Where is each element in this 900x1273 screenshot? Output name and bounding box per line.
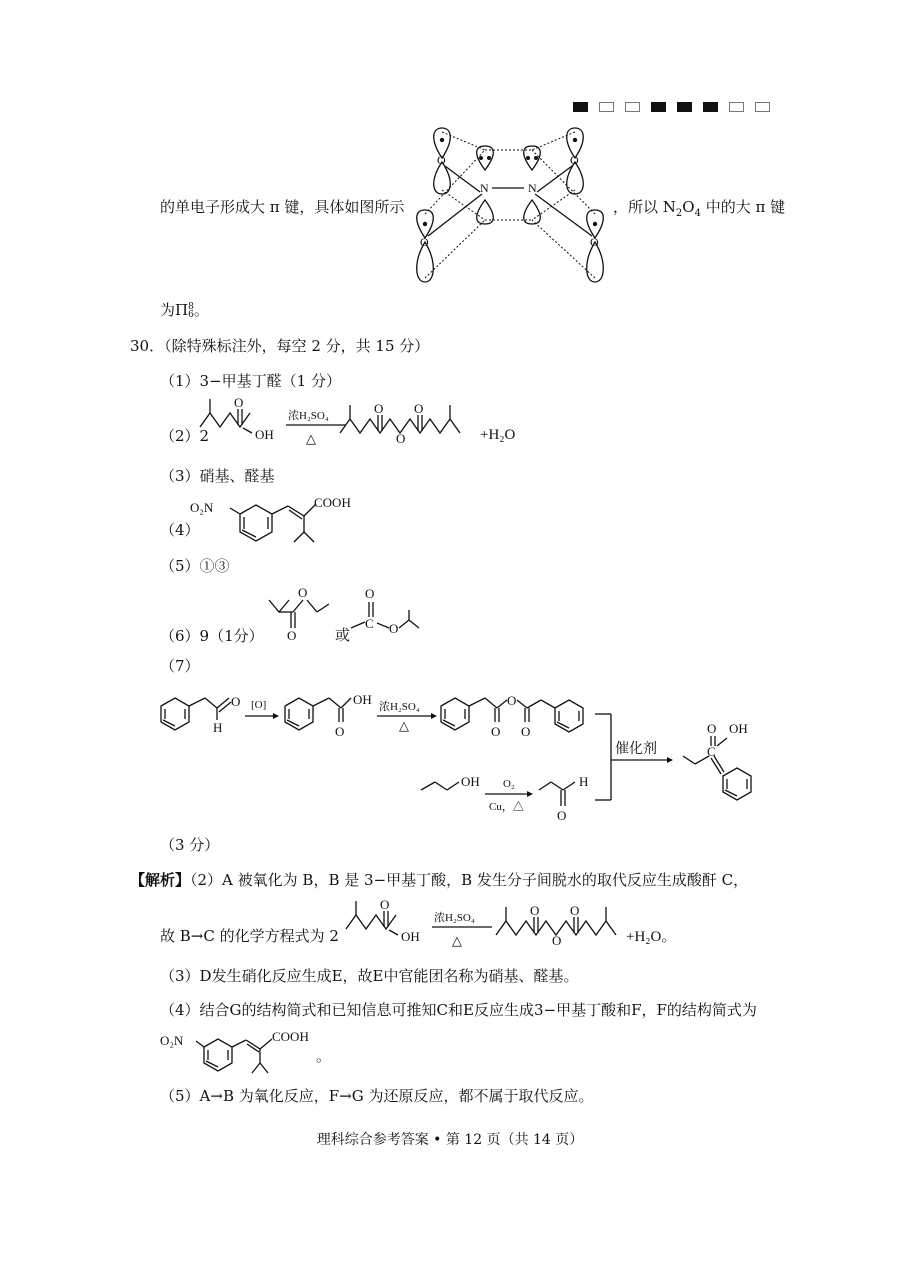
header-mark: [625, 102, 640, 112]
svg-text:催化剂: 催化剂: [615, 742, 657, 757]
equation-2-structure: [200, 395, 540, 455]
svg-text:O: O: [491, 724, 501, 739]
answer-7-label: （7）: [160, 657, 200, 675]
svg-text:COOH: COOH: [314, 495, 351, 510]
svg-text:OH: OH: [461, 774, 480, 789]
svg-text:O: O: [414, 401, 424, 416]
svg-text:O: O: [707, 721, 717, 736]
analysis-line: （5）A→B 为氧化反应，F→G 为还原反应，都不属于取代反应。: [160, 1087, 594, 1105]
answer-3: （3）硝基、醛基: [160, 467, 275, 485]
answer-2-label: （2）2: [160, 427, 210, 445]
svg-text:O: O: [396, 431, 406, 446]
svg-text:[O]: [O]: [251, 699, 267, 711]
text-line: 为Π 8 6 。: [160, 301, 209, 320]
header-mark: [599, 102, 614, 112]
equation-2-analysis-structure: [346, 897, 686, 952]
svg-text:+H₂O。: +H₂O。: [626, 929, 677, 945]
svg-text:O: O: [335, 724, 345, 739]
svg-text:C: C: [365, 616, 374, 631]
svg-text:O: O: [231, 694, 241, 709]
svg-text:O: O: [570, 153, 579, 167]
analysis-line: （3）D发生硝化反应生成E，故E中官能团名称为硝基、醛基。: [160, 967, 579, 985]
text-line: 的单电子形成大 π 键，具体如图所示: [160, 198, 405, 216]
header-mark: [729, 102, 744, 112]
svg-text:O: O: [389, 621, 399, 636]
svg-text:H: H: [213, 720, 223, 735]
synthesis-route: [155, 680, 795, 835]
header-mark: [703, 102, 718, 112]
svg-text:O: O: [552, 933, 562, 948]
answer-4-label: （4）: [160, 521, 200, 539]
svg-text:C: C: [707, 744, 716, 759]
svg-text:+H₂O: +H₂O: [480, 427, 516, 443]
svg-text:O: O: [420, 235, 429, 249]
svg-text:浓H₂SO₄: 浓H₂SO₄: [288, 410, 329, 422]
svg-text:O: O: [298, 585, 308, 600]
svg-text:H: H: [579, 774, 589, 789]
svg-text:OH: OH: [255, 427, 274, 442]
svg-text:O: O: [590, 235, 599, 249]
svg-text:O: O: [380, 897, 390, 912]
svg-text:OH: OH: [353, 692, 372, 707]
svg-text:O₂N: O₂N: [190, 500, 214, 515]
svg-text:COOH: COOH: [272, 1029, 309, 1044]
answer-7-score: （3 分）: [160, 836, 220, 854]
n2o4-orbital-diagram: [400, 120, 615, 290]
page-footer: 理科综合参考答案 • 第 12 页（共 14 页）: [316, 1132, 584, 1148]
answer-1: （1）3−甲基丁醛（1 分）: [160, 372, 341, 390]
svg-text:O₂: O₂: [503, 778, 515, 790]
svg-text:O: O: [365, 586, 375, 601]
svg-text:O: O: [530, 903, 540, 918]
header-mark: [755, 102, 770, 112]
answer-6-label: （6）9（1分）: [160, 627, 264, 645]
svg-text:OH: OH: [401, 929, 420, 944]
analysis-line: 【解析】（2）A 被氧化为 B，B 是 3−甲基丁酸，B 发生分子间脱水的取代反应生成酸酐 C，: [130, 871, 749, 889]
svg-text:O: O: [234, 395, 244, 410]
answer-5: （5）①③: [160, 557, 230, 575]
svg-text:O: O: [570, 903, 580, 918]
isomer-structures: [265, 582, 450, 652]
svg-text:浓H₂SO₄: 浓H₂SO₄: [379, 701, 420, 713]
svg-text:O: O: [437, 153, 446, 167]
svg-text:。: 。: [316, 1049, 332, 1065]
svg-text:O: O: [287, 628, 297, 643]
svg-text:OH: OH: [729, 721, 748, 736]
svg-text:△: △: [452, 933, 462, 948]
svg-text:O: O: [557, 808, 567, 823]
svg-text:O: O: [507, 693, 517, 708]
svg-text:O: O: [374, 401, 384, 416]
svg-text:N: N: [528, 181, 537, 195]
header-mark: [677, 102, 692, 112]
compound-f-structure: [190, 492, 370, 562]
question-title: 30．（除特殊标注外，每空 2 分，共 15 分）: [130, 337, 430, 355]
svg-text:或: 或: [335, 628, 351, 644]
analysis-line: 故 B→C 的化学方程式为 2: [160, 927, 339, 945]
svg-text:O₂N: O₂N: [160, 1033, 184, 1048]
header-mark: [573, 102, 588, 112]
svg-text:浓H₂SO₄: 浓H₂SO₄: [434, 912, 475, 924]
svg-text:△: △: [399, 718, 409, 733]
analysis-line: （4）结合G的结构简式和已知信息可推知C和E反应生成3−甲基丁酸和F，F的结构简式为: [160, 1001, 757, 1019]
header-mark: [651, 102, 666, 112]
text-line: ，所以 $N_2O_4$ 中的大 π 键: [613, 198, 786, 219]
svg-text:Cu，△: Cu，△: [489, 801, 524, 813]
svg-text:O: O: [521, 724, 531, 739]
svg-text:△: △: [306, 431, 316, 446]
analysis-tag: 【解析】: [130, 871, 191, 889]
svg-text:N: N: [480, 181, 489, 195]
compound-f-structure-analysis: [160, 1027, 340, 1092]
